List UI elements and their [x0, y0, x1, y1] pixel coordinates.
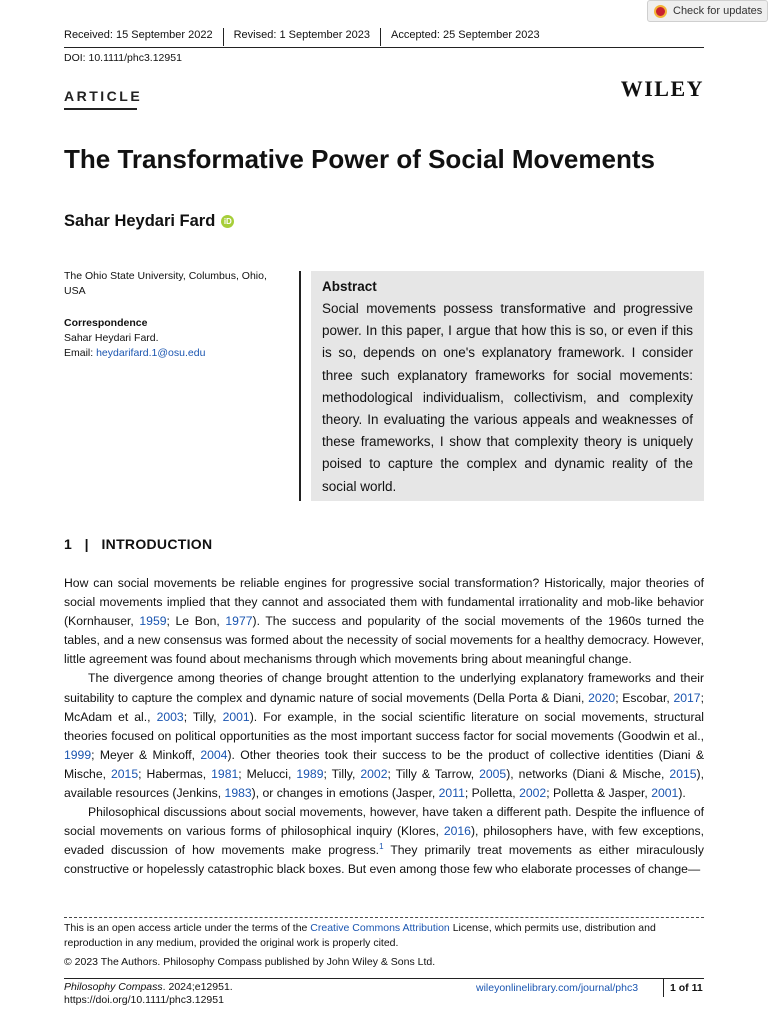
section-number: 1	[64, 536, 73, 552]
meta-divider	[380, 28, 381, 46]
correspondence-name: Sahar Heydari Fard.	[64, 332, 159, 344]
page-number: 1 of 11	[670, 982, 703, 994]
body-text-run: ; Escobar,	[615, 690, 674, 705]
footer-doi[interactable]: https://doi.org/10.1111/phc3.12951	[64, 994, 224, 1006]
body-text	[64, 574, 704, 880]
citation-link[interactable]: 2002	[519, 786, 547, 801]
body-text-run: ; Polletta & Jasper,	[546, 786, 652, 801]
abstract-box	[311, 271, 704, 501]
body-text-run: ).	[678, 786, 686, 801]
citation-link[interactable]: 2001	[222, 709, 250, 724]
footer-divider	[663, 979, 664, 997]
body-text-run: ), philosophers have, with few exceptions, evaded discussion of how movements make progress.	[64, 824, 704, 858]
section-title: INTRODUCTION	[101, 536, 213, 552]
citation-link[interactable]: 2015	[111, 766, 139, 781]
article-label-underline	[64, 108, 137, 110]
body-text-run: How can social movements be reliable engines for progressive social transformation? Historically, major theories of social movements implied that they cannot and associated them with fundamental irrationality and mob-like behavior (Kornhauser,	[64, 576, 704, 629]
citation-link[interactable]: 2004	[200, 747, 228, 762]
citation-link[interactable]: 1999	[64, 747, 92, 762]
footer-citation	[64, 981, 233, 1007]
revised-date: Revised: 1 September 2023	[233, 29, 370, 41]
abstract-text: Social movements possess transformative and progressive power. In this paper, I argue that how this is so, or even if this is so, depends on one's explanatory framework. I consider three such explanatory frameworks for social movements: methodological individualism, collectivism, and complexity theory. In evaluating the various appeals and weaknesses of these frameworks, I show that complexity theory is uniquely poised to capture the complex and dynamic reality of the social world.	[322, 301, 693, 494]
citation-link[interactable]: 1977	[225, 614, 253, 629]
citation-link[interactable]: 2020	[588, 690, 616, 705]
body-text-run: ; Polletta,	[464, 786, 520, 801]
email-link[interactable]: heydarifard.1@osu.edu	[96, 347, 206, 359]
check-for-updates-button[interactable]	[647, 0, 768, 22]
body-text-run: ), available resources (Jenkins,	[64, 766, 704, 801]
article-history	[64, 29, 704, 47]
journal-site-link[interactable]: wileyonlinelibrary.com/journal/phc3	[476, 982, 639, 994]
citation-link[interactable]: 2001	[651, 786, 679, 801]
accepted-date: Accepted: 25 September 2023	[390, 29, 540, 41]
license-notice	[64, 921, 704, 951]
paper-title: The Transformative Power of Social Movements	[64, 144, 655, 174]
email-prefix: Email:	[64, 347, 97, 359]
body-text-run: ; Le Bon,	[166, 614, 226, 629]
body-text-run: ). Other theories took their success to be the product of collective identities (Diani & Mische,	[64, 747, 704, 781]
citation-link[interactable]: 2002	[360, 766, 388, 781]
footnote-rule	[64, 917, 704, 918]
body-paragraph	[64, 669, 704, 803]
citation-link[interactable]: 1983	[224, 786, 252, 801]
license-text-before: This is an open access article under the terms of the	[64, 922, 311, 934]
crossmark-icon	[654, 5, 667, 18]
affiliation: The Ohio State University, Columbus, Ohio, USA	[64, 270, 267, 297]
body-text-run: ; McAdam et al.,	[64, 690, 704, 724]
body-text-run: ; Meyer & Minkoff,	[91, 747, 201, 762]
body-text-run: ; Tilly,	[183, 709, 223, 724]
citation-link[interactable]: 1989	[296, 766, 324, 781]
license-text-after: License, which permits use, distribution and reproduction in any medium, provided the original work is properly cited.	[64, 922, 656, 949]
license-link[interactable]: Creative Commons Attribution	[310, 922, 450, 934]
body-paragraph	[64, 574, 704, 669]
citation-link[interactable]: 2011	[438, 786, 465, 801]
footer-rule	[64, 978, 704, 979]
meta-divider	[223, 28, 224, 46]
footnote-link[interactable]: 1	[379, 842, 384, 852]
body-paragraph	[64, 803, 704, 879]
body-text-run: ). For example, in the social scientific literature on social movements, structural theories focused on political opportunities as the most important success factor for social movements (Goodwin et al.,	[64, 709, 704, 743]
body-text-run: ), or changes in emotions (Jasper,	[251, 786, 439, 801]
citation-link[interactable]: 2005	[479, 766, 507, 781]
citation-link[interactable]: 2003	[156, 709, 184, 724]
copyright-notice: © 2023 The Authors. Philosophy Compass published by John Wiley & Sons Ltd.	[64, 956, 436, 968]
body-text-run: ; Tilly & Tarrow,	[387, 766, 480, 781]
header-rule	[64, 47, 704, 48]
abstract-heading: Abstract	[322, 279, 377, 294]
doi-text: DOI: 10.1111/phc3.12951	[64, 52, 182, 64]
body-text-run: They primarily treat movements as either miraculously constructive or hopelessly catastrophic black boxes. But even among those few who elaborate processes of change—	[64, 843, 704, 877]
abstract-side-rule	[299, 271, 301, 501]
citation-text: . 2024;e12951.	[162, 981, 233, 993]
correspondence-email-line	[64, 347, 205, 359]
citation-link[interactable]: 1959	[139, 614, 167, 629]
received-date: Received: 15 September 2022	[64, 29, 213, 41]
section-divider: |	[84, 536, 89, 552]
body-text-run: Philosophical discussions about social movements, however, have taken a different path. Despite the influence of social movements on various forms of philosophical inquiry (Klores,	[64, 805, 704, 839]
author-name: Sahar Heydari Fard	[64, 212, 216, 230]
article-type-label: ARTICLE	[64, 88, 143, 104]
orcid-icon[interactable]: iD	[221, 215, 234, 228]
citation-link[interactable]: 1981	[211, 766, 239, 781]
check-for-updates-label: Check for updates	[673, 5, 763, 17]
body-text-run: ; Habermas,	[138, 766, 212, 781]
citation-link[interactable]: 2016	[443, 824, 471, 839]
body-text-run: ; Melucci,	[238, 766, 297, 781]
journal-name: Philosophy Compass	[64, 981, 163, 993]
correspondence-label: Correspondence	[64, 317, 148, 329]
body-text-run: ), networks (Diani & Mische,	[506, 766, 670, 781]
author-line	[64, 212, 234, 231]
citation-link[interactable]: 2015	[669, 766, 697, 781]
body-text-run: The divergence among theories of change brought attention to the underlying explanatory frameworks and their suitability to capture the complex and dynamic nature of social movements (Della Porta & Diani,	[64, 671, 704, 705]
section-heading	[64, 536, 212, 552]
body-text-run: ; Tilly,	[323, 766, 361, 781]
citation-link[interactable]: 2017	[673, 690, 701, 705]
body-text-run: ). The success and popularity of the social movements of the 1960s turned the tables, and a new consensus was formed about the necessity of social movements for a healthy democracy. However, little agreement was found about mechanisms through which movements bring about meaningful change.	[64, 614, 705, 667]
publisher-logo: WILEY	[620, 76, 704, 101]
